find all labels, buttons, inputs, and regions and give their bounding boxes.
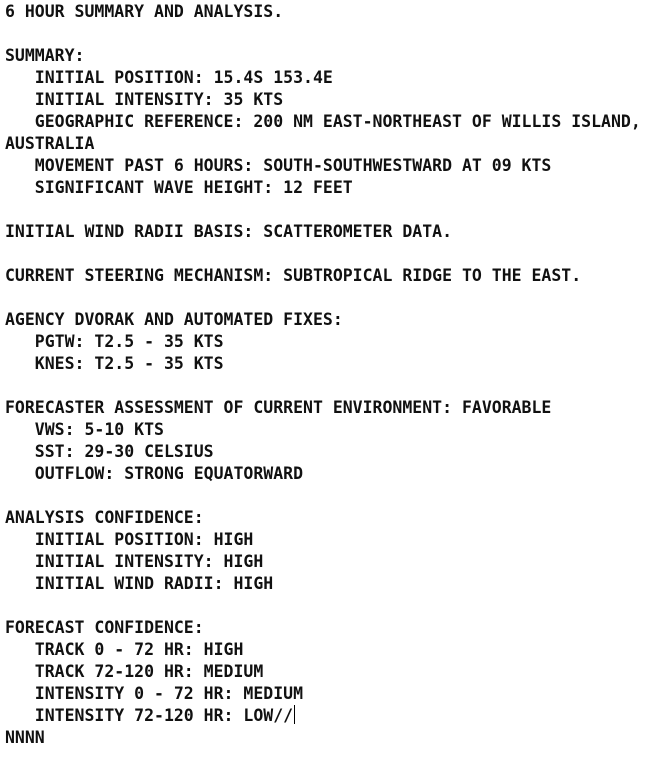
doc-line: SUMMARY: — [5, 46, 85, 65]
doc-line: TRACK 72-120 HR: MEDIUM — [5, 662, 264, 681]
doc-line: KNES: T2.5 - 35 KTS — [5, 354, 224, 373]
doc-line: CURRENT STEERING MECHANISM: SUBTROPICAL RIDGE TO THE EAST. — [5, 266, 582, 285]
doc-line — [5, 23, 645, 45]
doc-line: INITIAL WIND RADII BASIS: SCATTEROMETER DATA. — [5, 222, 453, 241]
doc-line: MOVEMENT PAST 6 HOURS: SOUTH-SOUTHWESTWARD AT 09 KTS — [5, 156, 552, 175]
doc-line: INITIAL INTENSITY: HIGH — [5, 552, 264, 571]
doc-line — [5, 199, 645, 221]
doc-line: OUTFLOW: STRONG EQUATORWARD — [5, 464, 304, 483]
doc-line — [5, 287, 645, 309]
doc-line: INTENSITY 0 - 72 HR: MEDIUM — [5, 684, 304, 703]
doc-line: AGENCY DVORAK AND AUTOMATED FIXES: — [5, 310, 343, 329]
doc-line: SST: 29-30 CELSIUS — [5, 442, 214, 461]
doc-line: NNNN — [5, 728, 45, 747]
doc-line — [5, 705, 645, 727]
doc-line: PGTW: T2.5 - 35 KTS — [5, 332, 224, 351]
doc-line: AUSTRALIA — [5, 134, 95, 153]
doc-line: ANALYSIS CONFIDENCE: — [5, 508, 204, 527]
doc-line: INITIAL WIND RADII: HIGH — [5, 574, 274, 593]
doc-line — [5, 485, 645, 507]
doc-line: INITIAL INTENSITY: 35 KTS — [5, 90, 284, 109]
text-document — [5, 1, 645, 749]
doc-line — [5, 595, 645, 617]
doc-line: FORECASTER ASSESSMENT OF CURRENT ENVIRONMENT: FAVORABLE — [5, 398, 552, 417]
doc-line: FORECAST CONFIDENCE: — [5, 618, 204, 637]
doc-line: INITIAL POSITION: 15.4S 153.4E — [5, 68, 333, 87]
doc-line: INITIAL POSITION: HIGH — [5, 530, 254, 549]
text-cursor — [294, 705, 295, 724]
doc-line — [5, 243, 645, 265]
doc-line: SIGNIFICANT WAVE HEIGHT: 12 FEET — [5, 178, 353, 197]
doc-line: VWS: 5-10 KTS — [5, 420, 164, 439]
doc-line: TRACK 0 - 72 HR: HIGH — [5, 640, 244, 659]
doc-line-text: INTENSITY 72-120 HR: LOW// — [5, 706, 294, 725]
doc-line: GEOGRAPHIC REFERENCE: 200 NM EAST-NORTHEAST OF WILLIS ISLAND, — [5, 112, 641, 131]
doc-line: 6 HOUR SUMMARY AND ANALYSIS. — [5, 2, 284, 21]
doc-line — [5, 375, 645, 397]
